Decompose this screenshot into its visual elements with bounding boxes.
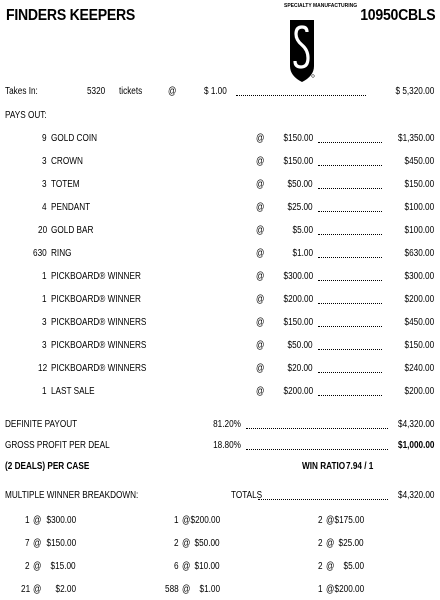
payout-row bbox=[0, 317, 440, 330]
at-sign: @ bbox=[256, 386, 265, 397]
payout-name: PICKBOARD® WINNERS bbox=[51, 363, 147, 374]
breakdown-count: 1 bbox=[174, 515, 179, 526]
breakdown-prize: $200.00 bbox=[334, 584, 364, 595]
breakdown-label: MULTIPLE WINNER BREAKDOWN: bbox=[5, 490, 139, 501]
gross-profit-label: GROSS PROFIT PER DEAL bbox=[5, 440, 110, 451]
pays-out-label: PAYS OUT: bbox=[5, 110, 47, 121]
payout-row bbox=[0, 179, 440, 192]
specialty-logo bbox=[284, 3, 358, 82]
breakdown-count: 2 bbox=[25, 561, 30, 572]
game-title: FINDERS KEEPERS bbox=[6, 7, 136, 24]
breakdown-count: 2 bbox=[318, 538, 323, 549]
breakdown-prize: $1.00 bbox=[199, 584, 220, 595]
dot-leader bbox=[318, 302, 382, 304]
payout-total: $450.00 bbox=[404, 317, 434, 328]
breakdown-count: 21 bbox=[20, 584, 30, 595]
payout-name: PICKBOARD® WINNERS bbox=[51, 317, 147, 328]
payout-name: RING bbox=[51, 248, 72, 259]
at-sign: @ bbox=[182, 561, 191, 572]
at-sign: @ bbox=[256, 271, 265, 282]
logo-caption: SPECIALTY MANUFACTURING bbox=[284, 3, 358, 9]
payout-count: 12 bbox=[37, 363, 47, 374]
payout-prize: $50.00 bbox=[287, 179, 313, 190]
payout-total: $200.00 bbox=[404, 386, 434, 397]
at-sign: @ bbox=[256, 248, 265, 259]
payout-row bbox=[0, 248, 440, 261]
payout-count: 3 bbox=[42, 179, 47, 190]
payout-count: 3 bbox=[42, 340, 47, 351]
breakdown-count: 2 bbox=[318, 561, 323, 572]
gross-profit-row bbox=[0, 440, 440, 453]
payout-prize: $150.00 bbox=[283, 133, 313, 144]
dot-leader bbox=[318, 164, 382, 166]
payout-total: $1,350.00 bbox=[397, 133, 434, 144]
win-ratio-value: 7.94 / 1 bbox=[346, 461, 374, 472]
payout-name: LAST SALE bbox=[51, 386, 95, 397]
at-sign: @ bbox=[326, 538, 335, 549]
at-sign: @ bbox=[256, 225, 265, 236]
payout-count: 630 bbox=[33, 248, 47, 259]
payout-row bbox=[0, 271, 440, 284]
payout-prize: $200.00 bbox=[283, 386, 313, 397]
breakdown-count: 2 bbox=[318, 515, 323, 526]
at-sign: @ bbox=[256, 340, 265, 351]
payout-prize: $150.00 bbox=[283, 317, 313, 328]
at-sign: @ bbox=[256, 156, 265, 167]
totals-label: TOTALS bbox=[231, 490, 263, 501]
dot-leader bbox=[318, 325, 382, 327]
payout-total: $630.00 bbox=[404, 248, 434, 259]
breakdown-count: 7 bbox=[25, 538, 30, 549]
at-sign: @ bbox=[168, 86, 177, 97]
breakdown-row bbox=[0, 538, 440, 551]
gross-profit-total: $1,000.00 bbox=[397, 440, 434, 451]
breakdown-count: 1 bbox=[318, 584, 323, 595]
payout-count: 4 bbox=[42, 202, 47, 213]
payout-row bbox=[0, 133, 440, 146]
breakdown-prize: $25.00 bbox=[338, 538, 364, 549]
payout-count: 3 bbox=[42, 156, 47, 167]
payout-prize: $200.00 bbox=[283, 294, 313, 305]
ticket-count: 5320 bbox=[87, 86, 106, 97]
breakdown-prize: $15.00 bbox=[50, 561, 76, 572]
payout-count: 3 bbox=[42, 317, 47, 328]
takes-in-label: Takes In: bbox=[5, 86, 38, 97]
payout-row bbox=[0, 156, 440, 169]
takes-in-total: $ 5,320.00 bbox=[395, 86, 434, 97]
payout-count: 1 bbox=[42, 386, 47, 397]
payout-row bbox=[0, 202, 440, 215]
at-sign: @ bbox=[256, 179, 265, 190]
payout-total: $450.00 bbox=[404, 156, 434, 167]
at-sign: @ bbox=[33, 538, 42, 549]
payout-total: $100.00 bbox=[404, 225, 434, 236]
s-shield-icon bbox=[288, 18, 316, 84]
payout-name: GOLD COIN bbox=[51, 133, 98, 144]
definite-payout-label: DEFINITE PAYOUT bbox=[5, 419, 78, 430]
payout-name: PICKBOARD® WINNER bbox=[51, 294, 141, 305]
payout-prize: $1.00 bbox=[292, 248, 313, 259]
dot-leader bbox=[318, 348, 382, 350]
dot-leader bbox=[246, 448, 388, 450]
dot-leader bbox=[318, 141, 382, 143]
breakdown-prize: $10.00 bbox=[194, 561, 220, 572]
payout-count: 1 bbox=[42, 294, 47, 305]
dot-leader bbox=[236, 94, 366, 96]
payout-prize: $50.00 bbox=[287, 340, 313, 351]
dot-leader bbox=[246, 427, 388, 429]
totals-value: $4,320.00 bbox=[397, 490, 434, 501]
definite-payout-total: $4,320.00 bbox=[397, 419, 434, 430]
at-sign: @ bbox=[182, 584, 191, 595]
payout-total: $200.00 bbox=[404, 294, 434, 305]
dot-leader bbox=[318, 371, 382, 373]
payout-prize: $300.00 bbox=[283, 271, 313, 282]
breakdown-prize: $50.00 bbox=[194, 538, 220, 549]
payout-prize: $5.00 bbox=[292, 225, 313, 236]
definite-payout-row bbox=[0, 419, 440, 432]
payout-name: TOTEM bbox=[51, 179, 80, 190]
payout-count: 9 bbox=[42, 133, 47, 144]
breakdown-header-row bbox=[0, 490, 440, 503]
payout-row bbox=[0, 363, 440, 376]
at-sign: @ bbox=[256, 133, 265, 144]
at-sign: @ bbox=[33, 515, 42, 526]
dot-leader bbox=[318, 279, 382, 281]
dot-leader bbox=[318, 187, 382, 189]
payout-row bbox=[0, 225, 440, 238]
breakdown-prize: $2.00 bbox=[55, 584, 76, 595]
breakdown-row bbox=[0, 584, 440, 597]
payout-total: $300.00 bbox=[404, 271, 434, 282]
deals-row bbox=[0, 461, 440, 474]
definite-payout-pct: 81.20% bbox=[213, 419, 241, 430]
at-sign: @ bbox=[326, 561, 335, 572]
payout-row bbox=[0, 340, 440, 353]
win-ratio-label: WIN RATIO bbox=[302, 461, 346, 472]
ticket-unit: tickets bbox=[119, 86, 143, 97]
at-sign: @ bbox=[326, 515, 335, 526]
dot-leader bbox=[258, 498, 388, 500]
breakdown-count: 1 bbox=[25, 515, 30, 526]
breakdown-row bbox=[0, 515, 440, 528]
at-sign: @ bbox=[256, 317, 265, 328]
ticket-price: $ 1.00 bbox=[204, 86, 227, 97]
payout-name: CROWN bbox=[51, 156, 83, 167]
at-sign: @ bbox=[182, 515, 191, 526]
at-sign: @ bbox=[256, 363, 265, 374]
payout-name: GOLD BAR bbox=[51, 225, 94, 236]
breakdown-count: 6 bbox=[174, 561, 179, 572]
dot-leader bbox=[318, 256, 382, 258]
payout-prize: $25.00 bbox=[287, 202, 313, 213]
payout-name: PENDANT bbox=[51, 202, 91, 213]
payout-count: 1 bbox=[42, 271, 47, 282]
payout-count: 20 bbox=[37, 225, 47, 236]
at-sign: @ bbox=[182, 538, 191, 549]
payout-total: $150.00 bbox=[404, 340, 434, 351]
at-sign: @ bbox=[33, 584, 42, 595]
payout-name: PICKBOARD® WINNER bbox=[51, 271, 141, 282]
breakdown-prize: $5.00 bbox=[343, 561, 364, 572]
dot-leader bbox=[318, 394, 382, 396]
payout-name: PICKBOARD® WINNERS bbox=[51, 340, 147, 351]
at-sign: @ bbox=[326, 584, 335, 595]
payout-row bbox=[0, 294, 440, 307]
takes-in-row bbox=[0, 86, 440, 99]
at-sign: @ bbox=[256, 294, 265, 305]
breakdown-prize: $200.00 bbox=[190, 515, 220, 526]
payout-total: $240.00 bbox=[404, 363, 434, 374]
gross-profit-pct: 18.80% bbox=[213, 440, 241, 451]
payout-row bbox=[0, 386, 440, 399]
dot-leader bbox=[318, 210, 382, 212]
breakdown-count: 2 bbox=[174, 538, 179, 549]
dot-leader bbox=[318, 233, 382, 235]
payout-total: $100.00 bbox=[404, 202, 434, 213]
breakdown-prize: $300.00 bbox=[46, 515, 76, 526]
form-number: 10950CBLS bbox=[359, 7, 435, 24]
at-sign: @ bbox=[256, 202, 265, 213]
breakdown-prize: $150.00 bbox=[46, 538, 76, 549]
payout-prize: $150.00 bbox=[283, 156, 313, 167]
at-sign: @ bbox=[33, 561, 42, 572]
breakdown-count: 588 bbox=[165, 584, 179, 595]
breakdown-row bbox=[0, 561, 440, 574]
breakdown-prize: $175.00 bbox=[334, 515, 364, 526]
deals-per-case: (2 DEALS) PER CASE bbox=[5, 461, 90, 472]
payout-total: $150.00 bbox=[404, 179, 434, 190]
payout-prize: $20.00 bbox=[287, 363, 313, 374]
